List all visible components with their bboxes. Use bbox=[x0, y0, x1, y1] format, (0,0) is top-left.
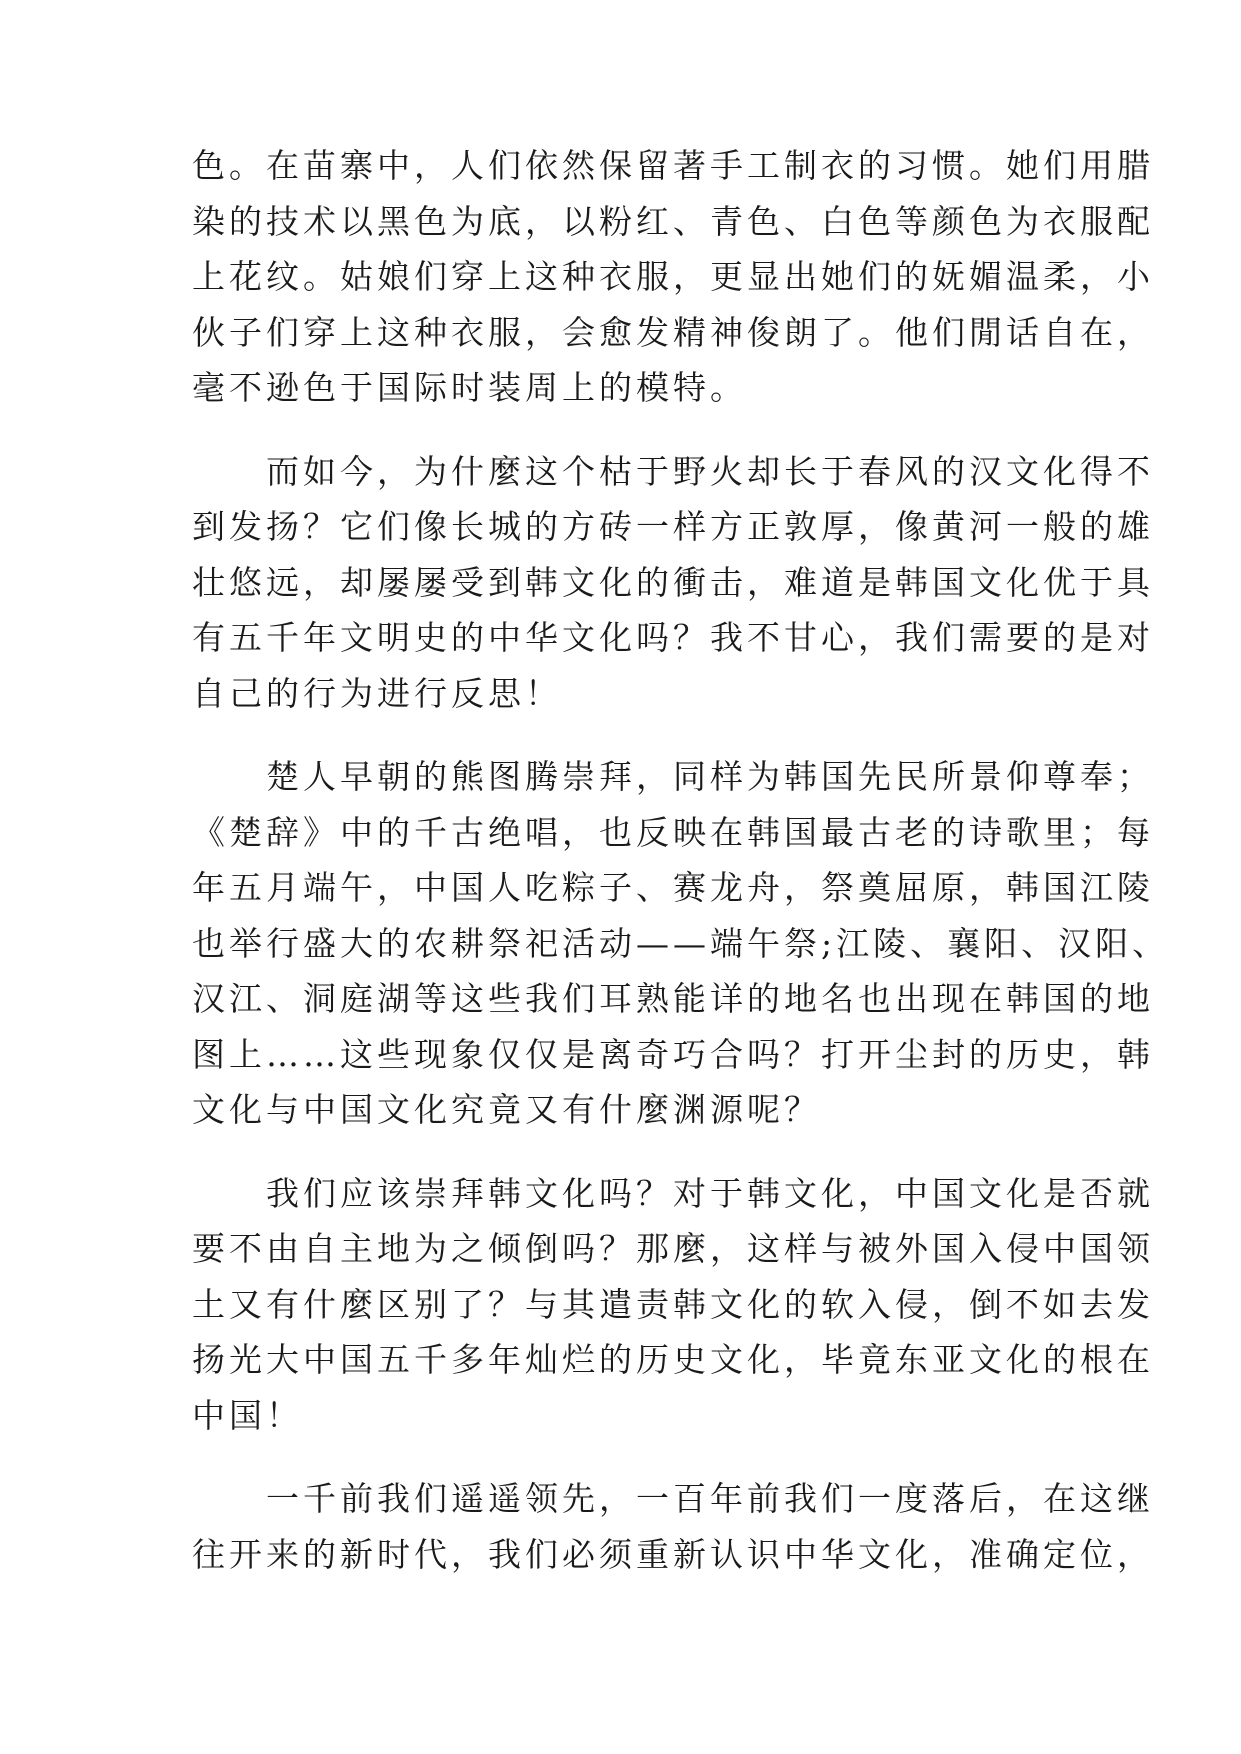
paragraph-first-line: 而如今，为什麼这个枯于野火却长于春风的汉文化得不 bbox=[192, 452, 1154, 491]
text-line: 年五月端午，中国人吃粽子、赛龙舟，祭奠屈原，韩国江陵 bbox=[192, 868, 1154, 907]
text-line: 伙子们穿上这种衣服，会愈发精神俊朗了。他们閒话自在， bbox=[192, 313, 1154, 352]
text-line: 要不由自主地为之倾倒吗？那麼，这样与被外国入侵中国领 bbox=[192, 1229, 1154, 1268]
text-line: 自己的行为进行反思！ bbox=[192, 674, 562, 713]
text-line: 壮悠远，却屡屡受到韩文化的衝击，难道是韩国文化优于具 bbox=[192, 563, 1154, 602]
text-line: 中国！ bbox=[192, 1396, 303, 1435]
text-line: 有五千年文明史的中华文化吗？我不甘心，我们需要的是对 bbox=[192, 618, 1154, 657]
text-line: 上花纹。姑娘们穿上这种衣服，更显出她们的妩媚温柔，小 bbox=[192, 257, 1154, 296]
text-line: 色。在苗寨中，人们依然保留著手工制衣的习惯。她们用腊 bbox=[192, 146, 1154, 185]
text-line: 染的技术以黑色为底，以粉红、青色、白色等颜色为衣服配 bbox=[192, 202, 1154, 241]
text-line: 汉江、洞庭湖等这些我们耳熟能详的地名也出现在韩国的地 bbox=[192, 979, 1154, 1018]
text-line: 图上……这些现象仅仅是离奇巧合吗？打开尘封的历史，韩 bbox=[192, 1035, 1154, 1074]
text-line: 也举行盛大的农耕祭祀活动——端午祭;江陵、襄阳、汉阳、 bbox=[192, 924, 1170, 963]
text-line: 到发扬？它们像长城的方砖一样方正敦厚，像黄河一般的雄 bbox=[192, 507, 1154, 546]
paragraph-first-line: 楚人早朝的熊图腾崇拜，同样为韩国先民所景仰尊奉； bbox=[192, 757, 1154, 796]
text-line: 《楚辞》中的千古绝唱，也反映在韩国最古老的诗歌里；每 bbox=[192, 813, 1154, 852]
text-line: 土又有什麼区别了？与其遣责韩文化的软入侵，倒不如去发 bbox=[192, 1285, 1154, 1324]
paragraph-first-line: 一千前我们遥遥领先，一百年前我们一度落后，在这继 bbox=[192, 1479, 1154, 1518]
text-line: 扬光大中国五千多年灿烂的历史文化，毕竟东亚文化的根在 bbox=[192, 1340, 1154, 1379]
paragraph-first-line: 我们应该崇拜韩文化吗？对于韩文化，中国文化是否就 bbox=[192, 1174, 1154, 1213]
text-line: 往开来的新时代，我们必须重新认识中华文化，准确定位， bbox=[192, 1535, 1154, 1574]
text-line: 文化与中国文化究竟又有什麼渊源呢？ bbox=[192, 1090, 821, 1129]
text-line: 毫不逊色于国际时装周上的模特。 bbox=[192, 368, 747, 407]
